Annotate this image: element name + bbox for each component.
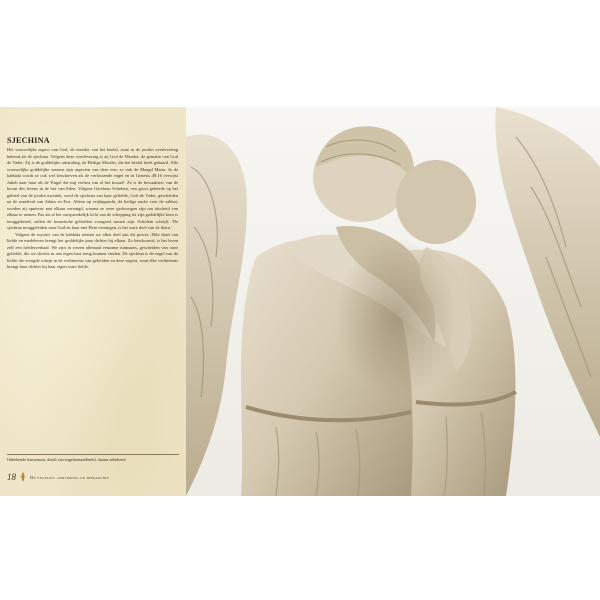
fleur-ornament-icon bbox=[20, 472, 26, 482]
body-text bbox=[7, 147, 178, 271]
section-heading: SJECHINA bbox=[7, 136, 50, 145]
paragraph-2: Volgens de mystici van de kabbala nemen we allen deel aan dit proces. Elke daad van liefde en medeleven brengt het goddelijke paar dichter bij elkaar. Zo beschouwd, is het leven zelf een liefdesverhaal. We zijn in wezen allemaal eenzame minnaars, gescheiden van onze geliefde, die we slechts in ons eigen hart terug kunnen vinden. De sjechina is de engel van de liefde die vreugde schept in de verbintenis van geliefden en deze segent, want elke verbintenis brengt haar dichter bij haar eigen ware liefde. bbox=[7, 231, 178, 269]
book-spread bbox=[0, 107, 600, 496]
paragraph-1: Het vrouwelijke aspect van God, de moeder van het heelal, staat in de joodse overlevering bekend als de sjechina. Volgens deze overlevering is zij God de Moeder, de gemalin van God de Vader. Zij is de goddelijke uitstraling, de Heilige Moeder, die het heelal heeft gebaard. Alle vrouwelijke goddelijke wezens zijn aspecten van deze ene, zo ook de Maagd Maria. In de kabbala wordt ze ook wel beschreven als de verlossende engel en in Genesis 48:16 verwijst Jakob naar haar als de 'Engel die mij verlost van al het kwaad'. Ze is de bewaakster van de boom des levens in de hof van Eden. Volgens Gershom Scholem, een groot geleerde op het gebied van de joodse mystiek, werd de sjechina van haar geliefde, God de Vader, gescheiden na de zondeval van Adam en Eva. Alleen op vrijdagnacht, de heilige nacht voor de sabbat, worden zij opnieuw met elkaar verenigd, waarna ze weer gedwongen zijn om afscheid van elkaar te nemen. Pas als al het oorspronkelijk licht van de schepping tot zijn goddelijke kern is teruggekeerd, zullen de kosmische geliefden voorgoed samen zijn. Scholem schrijft: 'De sjechina teruggeleiden naar God en haar met Hem verenigen, is het ware doel van de thora.' bbox=[7, 147, 178, 230]
text-panel bbox=[0, 107, 186, 496]
page-number: 18 bbox=[7, 472, 16, 482]
photo-caption: Onbekende kunstenaar, detail van engelenstandbeeld, datum onbekend. bbox=[7, 454, 179, 462]
page-footer bbox=[7, 472, 109, 482]
angel-statue-photo bbox=[186, 107, 600, 496]
running-head: De engelen: oorsprong en hiërarchie bbox=[30, 474, 109, 480]
